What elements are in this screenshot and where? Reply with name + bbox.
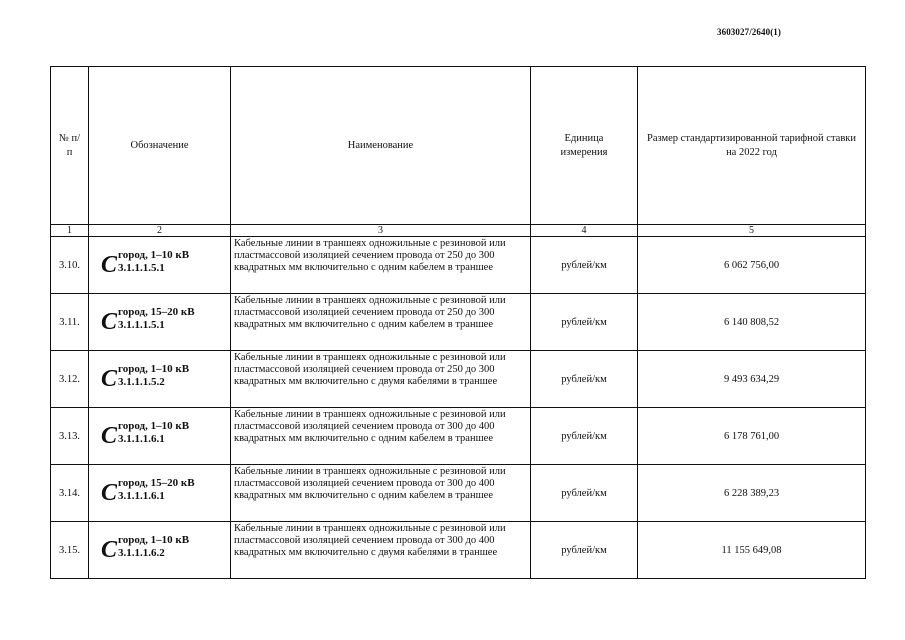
row-number: 3.12. <box>51 351 89 408</box>
designation-formula <box>101 476 195 506</box>
formula-subscript: 3.1.1.1.6.2 <box>118 546 165 559</box>
tariff-table <box>50 66 866 579</box>
row-price: 11 155 649,08 <box>638 522 866 579</box>
row-unit: рублей/км <box>531 237 638 294</box>
row-designation <box>89 237 231 294</box>
formula-symbol: C <box>101 366 118 392</box>
row-designation <box>89 351 231 408</box>
formula-subscript: 3.1.1.1.6.1 <box>118 489 165 502</box>
header-num-text: № п/п <box>58 133 81 158</box>
formula-symbol: C <box>101 309 118 335</box>
column-number: 5 <box>638 225 866 237</box>
table-row <box>51 351 866 408</box>
formula-subscript: 3.1.1.1.5.1 <box>118 318 165 331</box>
row-designation <box>89 408 231 465</box>
header-name: Наименование <box>231 67 531 225</box>
designation-formula <box>101 362 190 392</box>
row-unit: рублей/км <box>531 465 638 522</box>
column-number: 2 <box>89 225 231 237</box>
row-price: 9 493 634,29 <box>638 351 866 408</box>
row-price: 6 178 761,00 <box>638 408 866 465</box>
designation-formula <box>101 248 190 278</box>
formula-subscript: 3.1.1.1.5.1 <box>118 261 165 274</box>
table-header-row <box>51 67 866 225</box>
row-unit: рублей/км <box>531 294 638 351</box>
row-name: Кабельные линии в траншеях одножильные с резиновой или пластмассовой изоляцией сечением провода от 300 до 400 квадратных мм включительно с одним кабелем в траншее <box>231 465 531 522</box>
formula-subscript: 3.1.1.1.5.2 <box>118 375 165 388</box>
row-unit: рублей/км <box>531 351 638 408</box>
row-unit: рублей/км <box>531 408 638 465</box>
column-number-row <box>51 225 866 237</box>
formula-symbol: C <box>101 480 118 506</box>
row-name: Кабельные линии в траншеях одножильные с резиновой или пластмассовой изоляцией сечением провода от 300 до 400 квадратных мм включительно с одним кабелем в траншее <box>231 408 531 465</box>
column-number: 4 <box>531 225 638 237</box>
row-name: Кабельные линии в траншеях одножильные с резиновой или пластмассовой изоляцией сечением провода от 250 до 300 квадратных мм включительно с одним кабелем в траншее <box>231 294 531 351</box>
document-id: 3603027/2640(1) <box>717 27 781 37</box>
header-designation: Обозначение <box>89 67 231 225</box>
formula-symbol: C <box>101 423 118 449</box>
header-rate <box>638 67 866 225</box>
designation-formula <box>101 419 190 449</box>
formula-superscript: город, 1–10 кВ <box>118 533 190 546</box>
formula-superscript: город, 1–10 кВ <box>118 362 190 375</box>
column-number: 3 <box>231 225 531 237</box>
row-number: 3.15. <box>51 522 89 579</box>
formula-superscript: город, 1–10 кВ <box>118 248 190 261</box>
formula-symbol: C <box>101 537 118 563</box>
header-unit-text: Единица измерения <box>560 133 608 158</box>
header-unit <box>531 67 638 225</box>
table-row <box>51 522 866 579</box>
formula-superscript: город, 15–20 кВ <box>118 305 195 318</box>
table-row <box>51 294 866 351</box>
designation-formula <box>101 305 195 335</box>
row-designation <box>89 294 231 351</box>
row-number: 3.13. <box>51 408 89 465</box>
row-number: 3.14. <box>51 465 89 522</box>
row-designation <box>89 522 231 579</box>
row-designation <box>89 465 231 522</box>
formula-superscript: город, 1–10 кВ <box>118 419 190 432</box>
column-number: 1 <box>51 225 89 237</box>
row-price: 6 140 808,52 <box>638 294 866 351</box>
row-number: 3.11. <box>51 294 89 351</box>
header-rate-text: Размер стандартизированной тарифной ставки на 2022 год <box>646 133 856 158</box>
row-name: Кабельные линии в траншеях одножильные с резиновой или пластмассовой изоляцией сечением провода от 300 до 400 квадратных мм включительно с двумя кабелями в траншее <box>231 522 531 579</box>
formula-subscript: 3.1.1.1.6.1 <box>118 432 165 445</box>
formula-symbol: C <box>101 252 118 278</box>
row-unit: рублей/км <box>531 522 638 579</box>
row-number: 3.10. <box>51 237 89 294</box>
row-name: Кабельные линии в траншеях одножильные с резиновой или пластмассовой изоляцией сечением провода от 250 до 300 квадратных мм включительно с двумя кабелями в траншее <box>231 351 531 408</box>
row-price: 6 062 756,00 <box>638 237 866 294</box>
row-price: 6 228 389,23 <box>638 465 866 522</box>
designation-formula <box>101 533 190 563</box>
table-row <box>51 408 866 465</box>
header-num <box>51 67 89 225</box>
table-row <box>51 237 866 294</box>
row-name: Кабельные линии в траншеях одножильные с резиновой или пластмассовой изоляцией сечением провода от 250 до 300 квадратных мм включительно с одним кабелем в траншее <box>231 237 531 294</box>
table-row <box>51 465 866 522</box>
formula-superscript: город, 15–20 кВ <box>118 476 195 489</box>
